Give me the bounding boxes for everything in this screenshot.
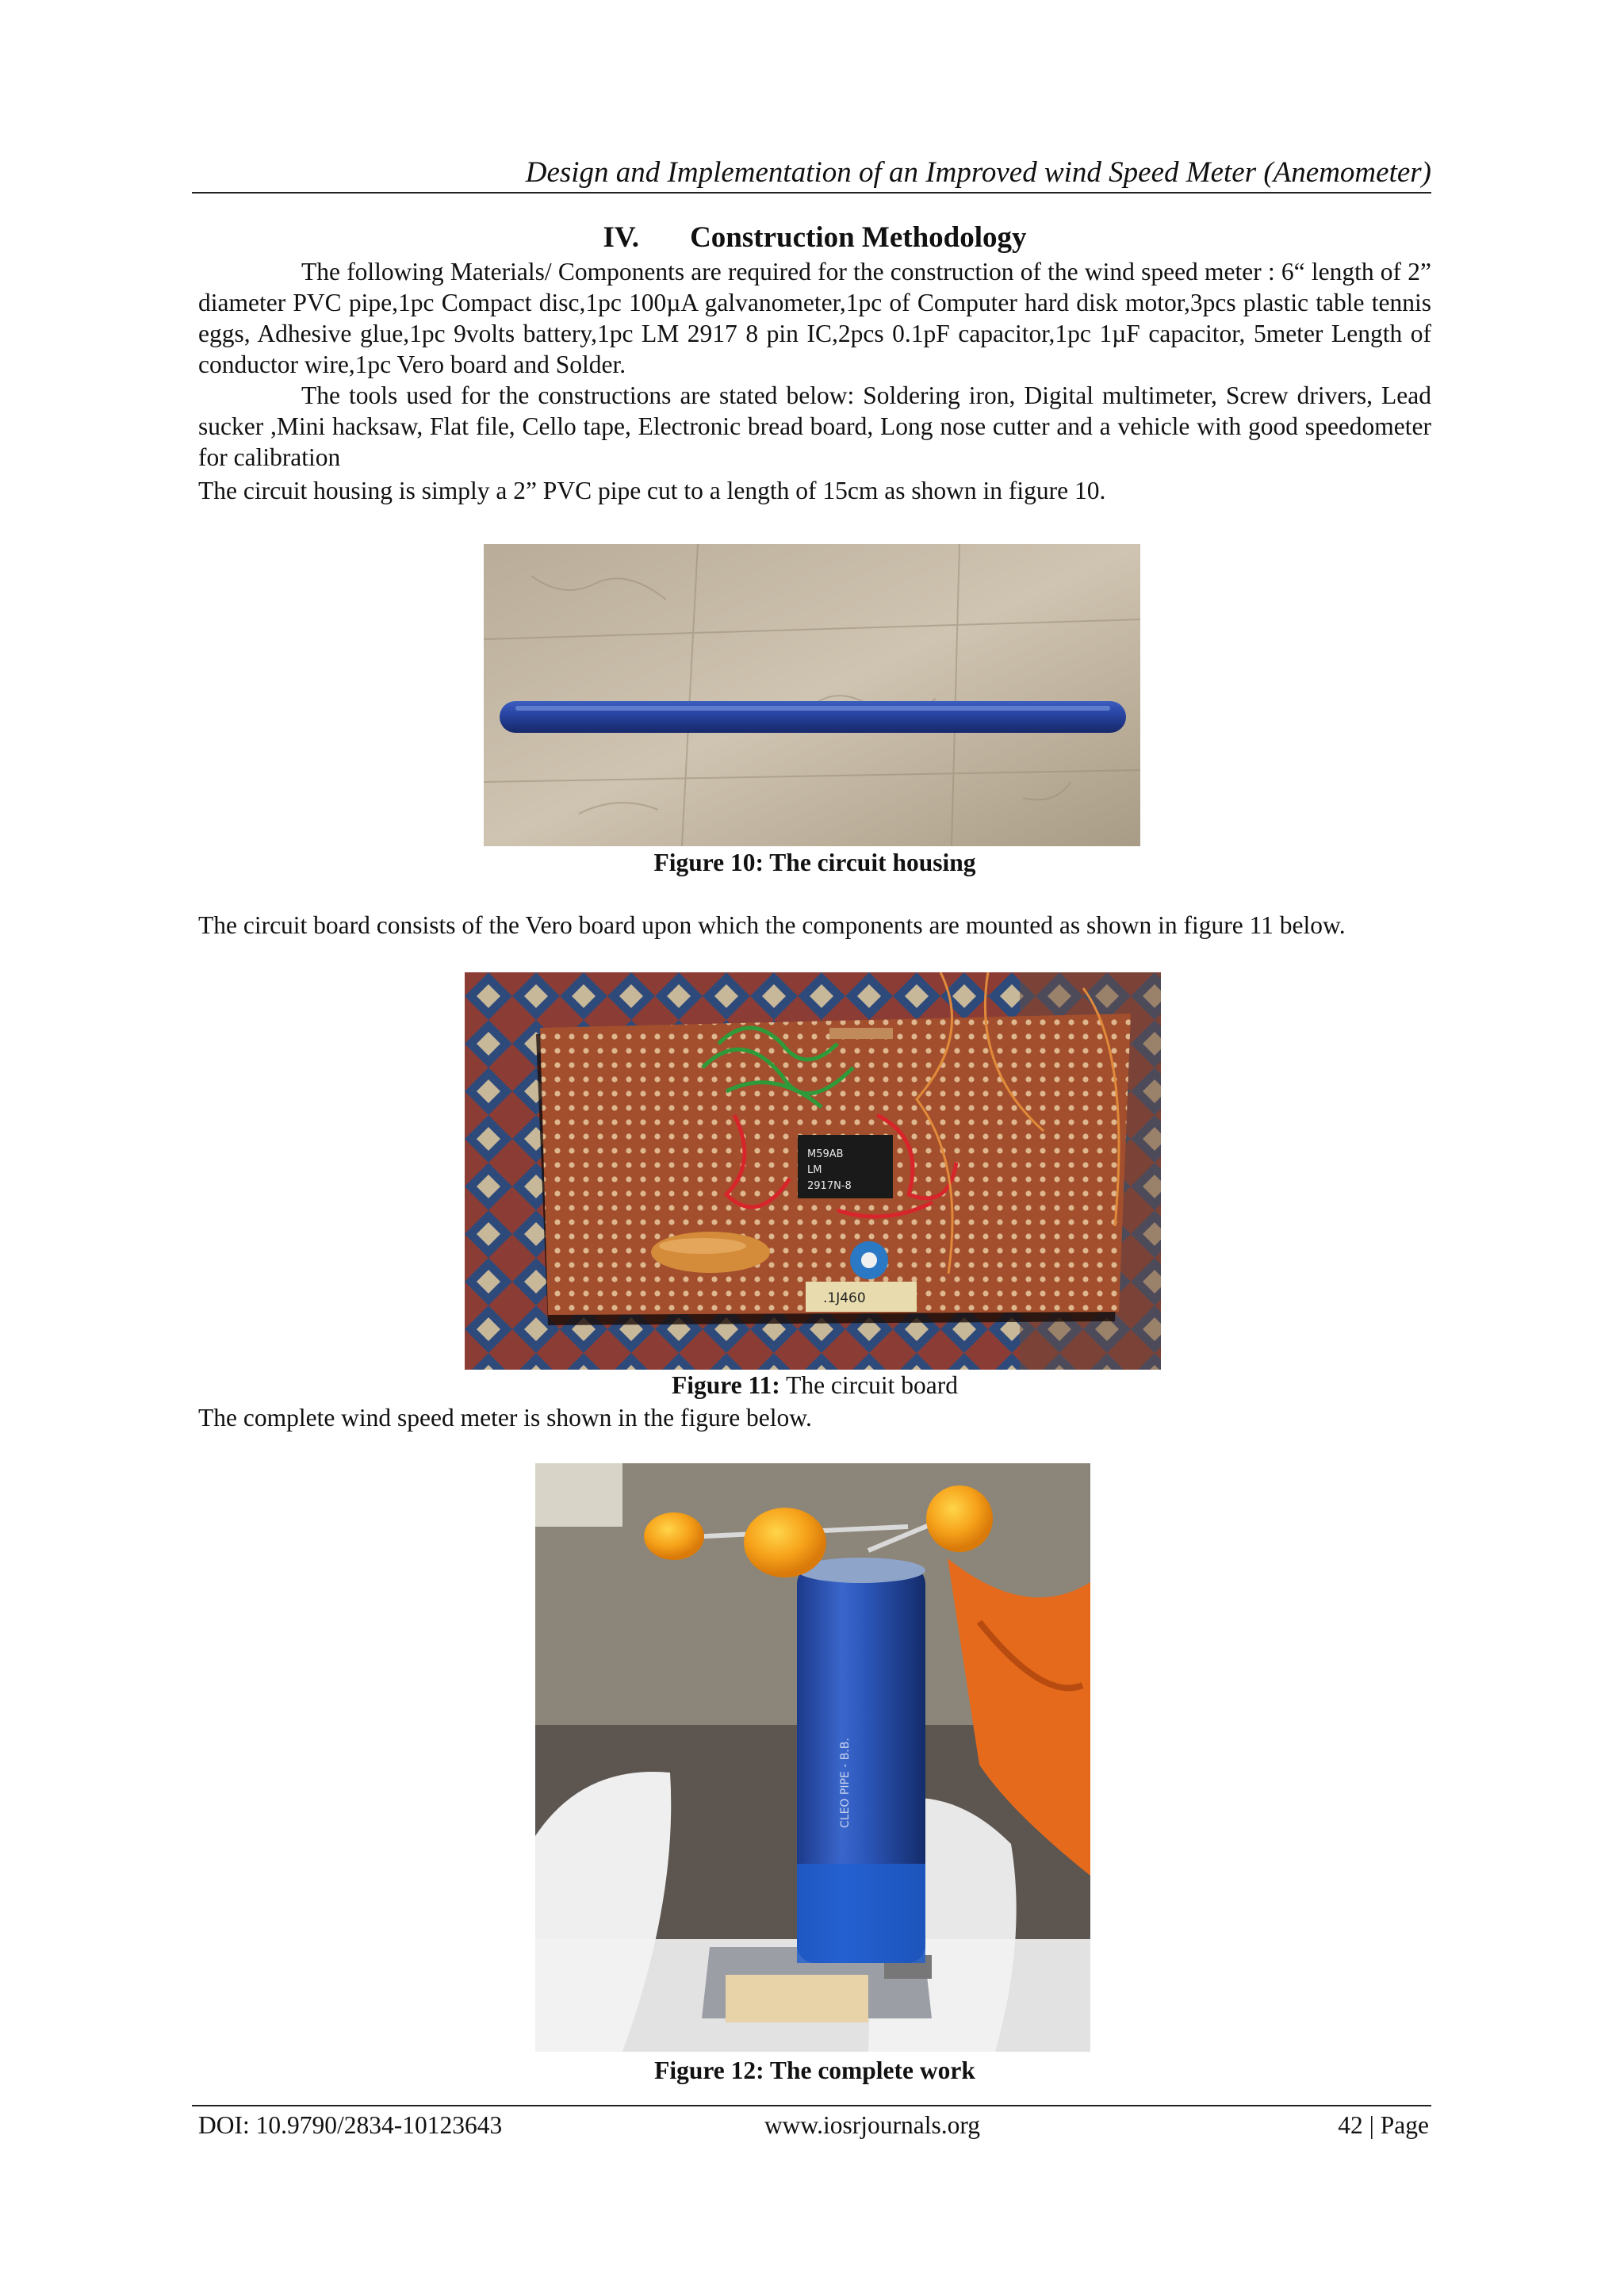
ic-marking-2: LM xyxy=(807,1164,822,1176)
footer-doi: DOI: 10.9790/2834-10123643 xyxy=(198,2111,503,2139)
ic-marking-3: 2917N-8 xyxy=(807,1180,852,1192)
running-header: Design and Implementation of an Improved wind Speed Meter (Anemometer) xyxy=(525,156,1431,189)
materials-paragraph: The following Materials/ Components are required for the construction of the wind speed meter : 6“ length of 2” diameter PVC pipe,1pc Compact disc,1pc 100µA galvanometer,1pc of Computer hard disk motor,3pcs plastic table tennis eggs, Adhesive glue,1pc 9volts battery,1pc LM 2917 8 pin IC,2pcs 0.1pF capacitor,1pc 1µF capacitor, 5meter Length of conductor wire,1pc Vero board and Solder. xyxy=(198,258,1431,378)
figure-11-image xyxy=(465,972,1161,1370)
footer-page-number: 42 | Page xyxy=(1338,2111,1429,2139)
figure-12-caption-text: Figure 12: The complete work xyxy=(654,2056,975,2084)
figure-11-caption xyxy=(198,1370,1431,1401)
board-paragraph: The circuit board consists of the Vero board upon which the components are mounted as shown in figure 11 below. xyxy=(198,911,1346,939)
figure-11-caption-text: The circuit board xyxy=(779,1371,958,1399)
housing-paragraph: The circuit housing is simply a 2” PVC pipe cut to a length of 15cm as shown in figure 10. xyxy=(198,477,1106,504)
section-heading xyxy=(198,220,1431,255)
ic-marking-1: M59AB xyxy=(807,1148,844,1160)
pipe-marking: CLEO PIPE - B.B. xyxy=(839,1738,852,1828)
complete-paragraph: The complete wind speed meter is shown in the figure below. xyxy=(198,1404,812,1432)
figure-11-caption-label: Figure 11: xyxy=(671,1371,780,1399)
figure-10-caption xyxy=(198,847,1431,879)
figure-12-caption xyxy=(198,2055,1431,2087)
capacitor-marking: .1J460 xyxy=(823,1290,866,1306)
section-title: Construction Methodology xyxy=(690,221,1027,254)
footer-site: www.iosrjournals.org xyxy=(764,2111,981,2139)
tools-paragraph: The tools used for the constructions are stated below: Soldering iron, Digital multimeter, Screw drivers, Lead sucker ,Mini hacksaw, Flat file, Cello tape, Electronic bread board, Long nose cutter and a vehicle with good speedometer for calibration xyxy=(198,381,1431,471)
figure-10-image xyxy=(484,544,1140,846)
section-number: IV. xyxy=(603,221,640,254)
header-rule xyxy=(192,192,1431,194)
footer-rule xyxy=(192,2105,1431,2106)
figure-10-caption-text: Figure 10: The circuit housing xyxy=(653,849,976,876)
figure-12-image xyxy=(535,1463,1090,2052)
